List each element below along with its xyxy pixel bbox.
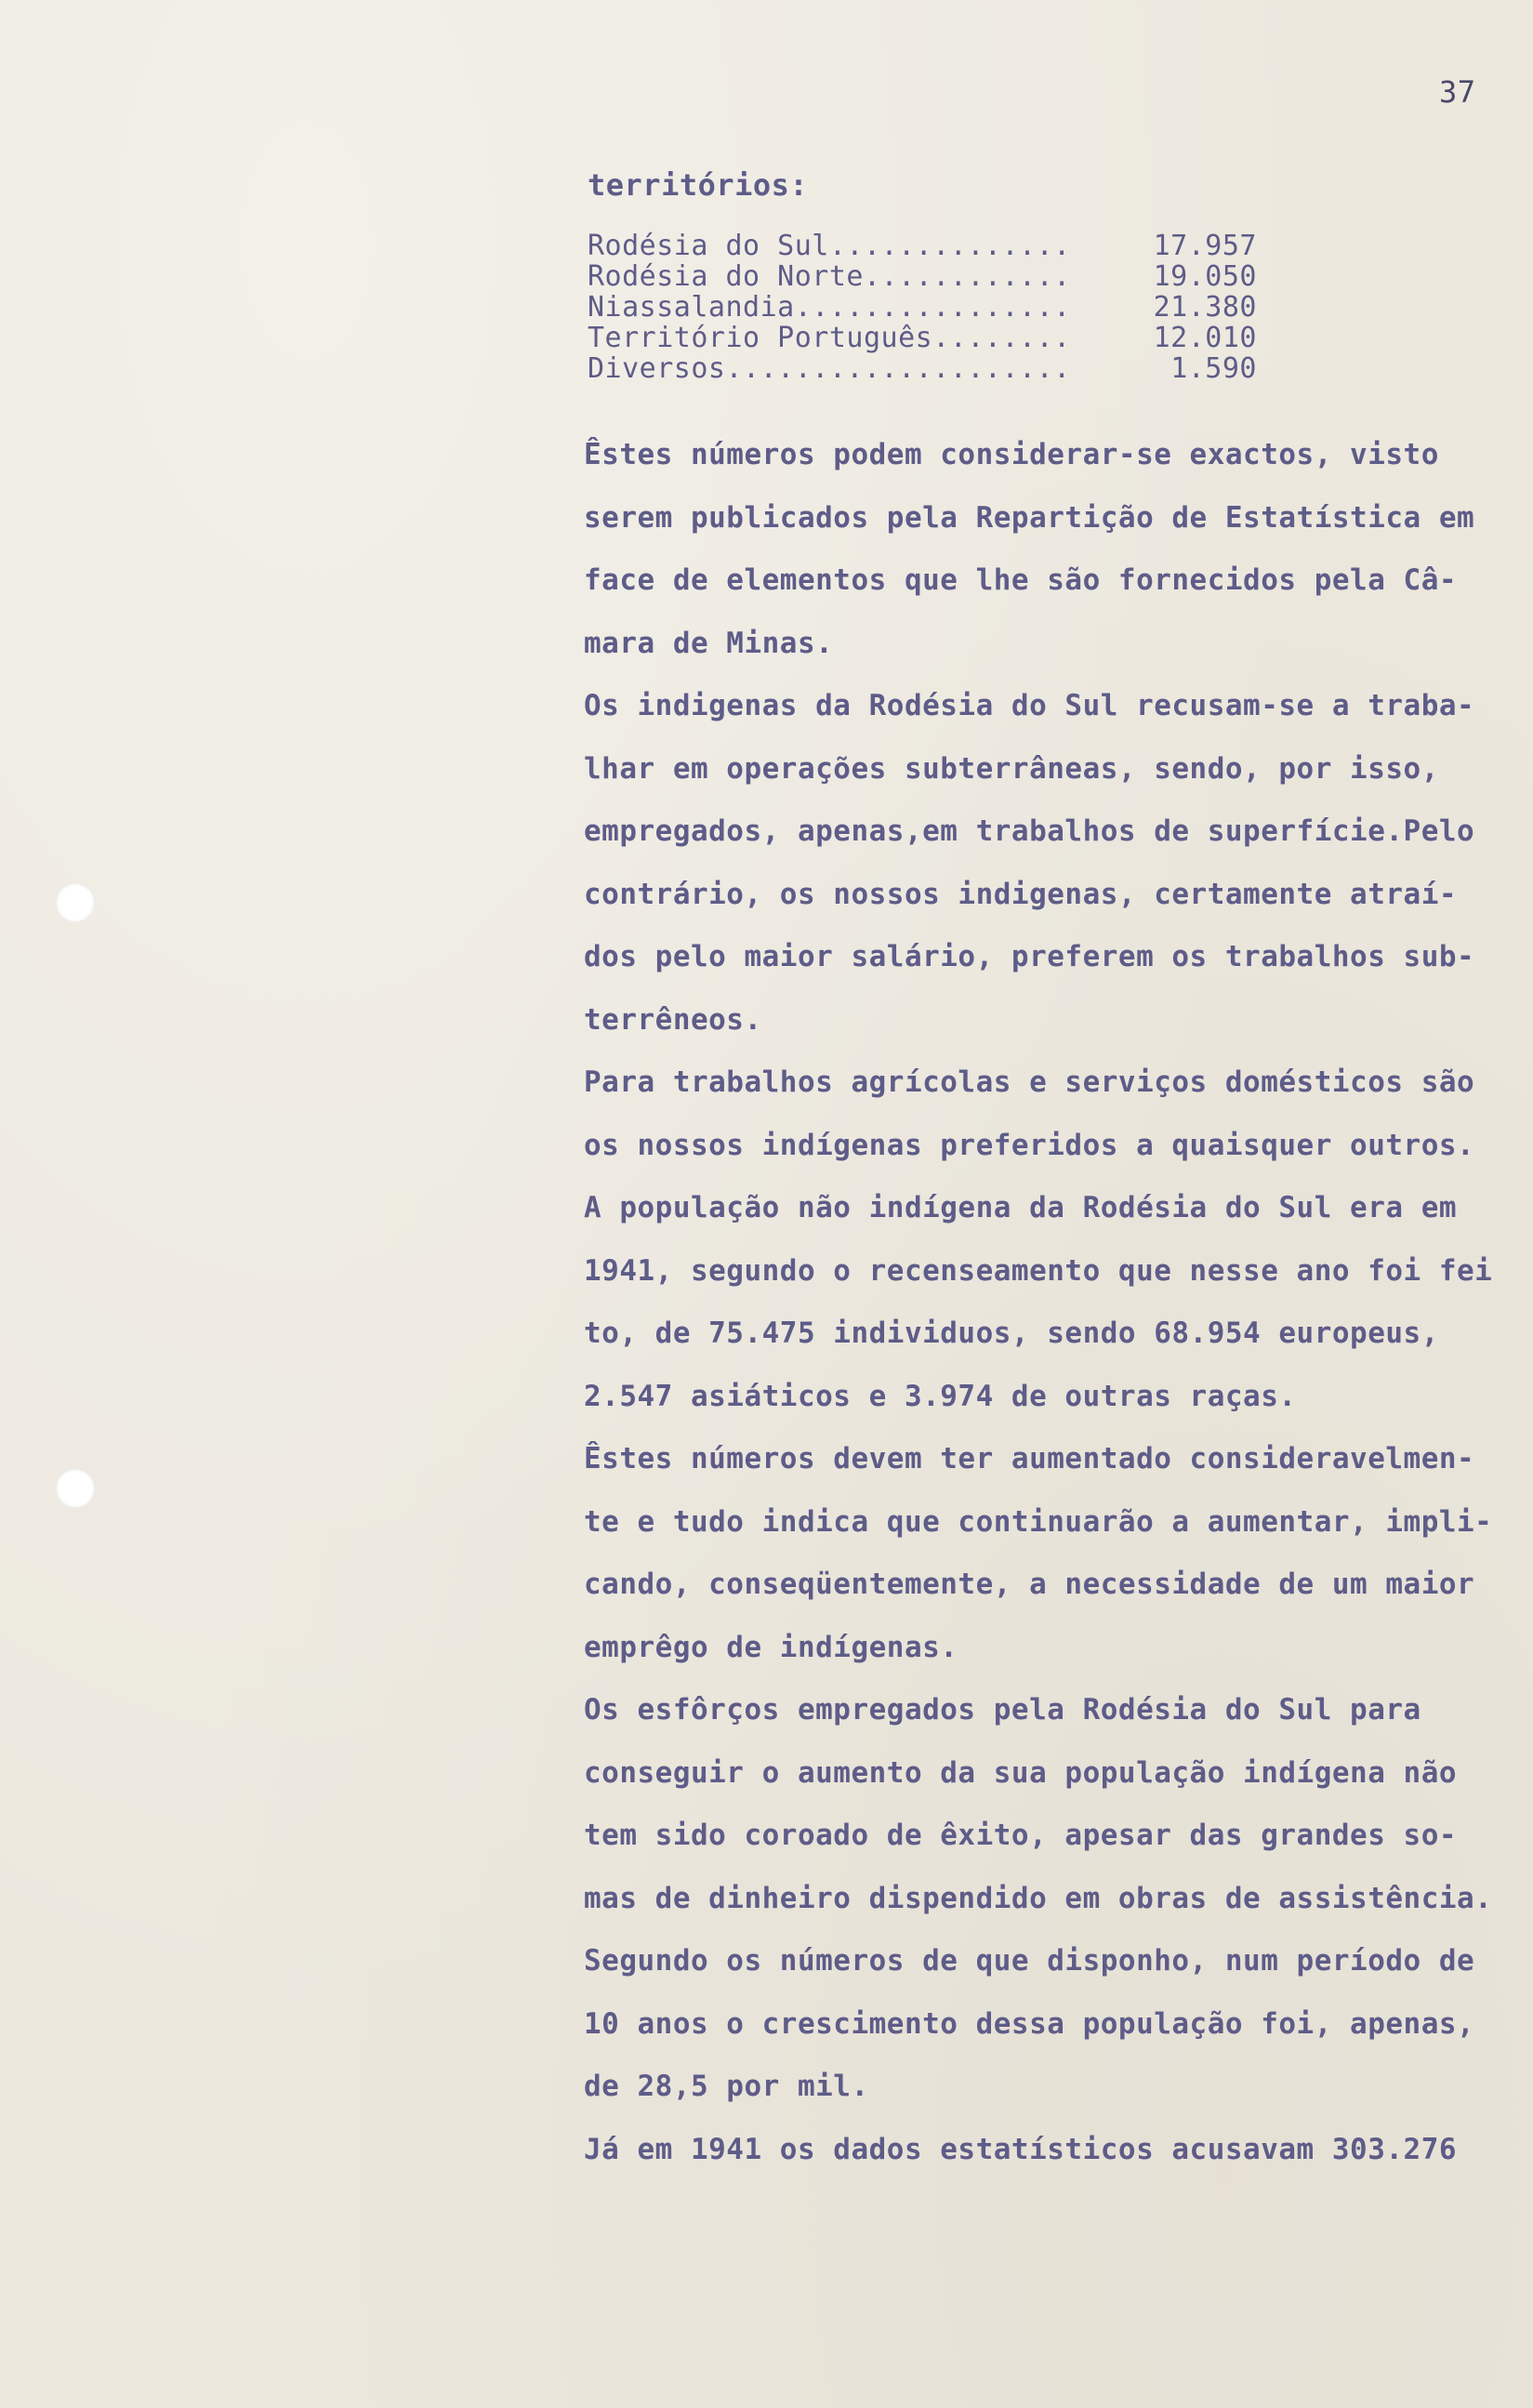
territory-value: 1.590 xyxy=(1170,352,1257,385)
text-line: empregados, apenas,em trabalhos de superfície.Pelo xyxy=(584,814,1475,848)
page-number: 37 xyxy=(1439,74,1476,110)
territory-name: Rodésia do Sul.............. xyxy=(588,230,1071,262)
text-line: A população não indígena da Rodésia do Sul era em xyxy=(584,1191,1458,1224)
text-line: serem publicados pela Repartição de Estatística em xyxy=(584,500,1475,535)
text-line: terrêneos. xyxy=(584,1002,762,1037)
text-line: de 28,5 por mil. xyxy=(584,2070,869,2103)
text-line: 2.547 asiáticos e 3.974 de outras raças. xyxy=(584,1379,1297,1413)
text-line: Êstes números podem considerar-se exactos, visto xyxy=(584,438,1439,471)
text-line: mara de Minas. xyxy=(584,626,834,660)
text-line: Os esfôrços empregados pela Rodésia do Sul para xyxy=(584,1693,1421,1727)
body-text xyxy=(584,424,1513,2181)
text-line: Para trabalhos agrícolas e serviços domésticos são xyxy=(584,1065,1475,1099)
text-line: os nossos indígenas preferidos a quaisquer outros. xyxy=(584,1128,1475,1162)
punch-hole xyxy=(56,883,95,922)
territory-name: Território Português........ xyxy=(588,322,1071,354)
text-line: contrário, os nossos indigenas, certamente atraí- xyxy=(584,877,1458,911)
territory-name: Rodésia do Norte............ xyxy=(588,260,1071,293)
text-line: lhar em operações subterrâneas, sendo, por isso, xyxy=(584,751,1439,786)
text-line: dos pelo maior salário, preferem os trabalhos sub- xyxy=(584,940,1475,973)
text-line: te e tudo indica que continuarão a aumentar, impli- xyxy=(584,1504,1493,1539)
text-line: Já em 1941 os dados estatísticos acusavam 303.276 xyxy=(584,2132,1458,2166)
territory-name: Diversos.................... xyxy=(588,352,1071,385)
text-line: to, de 75.475 individuos, sendo 68.954 europeus, xyxy=(584,1316,1439,1350)
territory-name: Niassalandia................ xyxy=(588,291,1071,324)
territorios-heading: territórios: xyxy=(588,167,809,203)
text-line: mas de dinheiro dispendido em obras de assistência. xyxy=(584,1881,1493,1915)
text-line: cando, conseqüentemente, a necessidade de um maior xyxy=(584,1568,1475,1601)
territory-value: 19.050 xyxy=(1153,260,1257,293)
territory-value: 21.380 xyxy=(1153,291,1257,324)
territory-value: 12.010 xyxy=(1153,322,1257,354)
text-line: conseguir o aumento da sua população indígena não xyxy=(584,1755,1458,1790)
territory-row xyxy=(588,353,1257,384)
territory-value: 17.957 xyxy=(1153,230,1257,262)
text-line: Os indigenas da Rodésia do Sul recusam-se a traba- xyxy=(584,689,1475,722)
territory-row xyxy=(588,292,1257,323)
text-line: Êstes números devem ter aumentado consideravelmen- xyxy=(584,1442,1475,1475)
text-line: 1941, segundo o recenseamento que nesse ano foi fei xyxy=(584,1253,1493,1288)
text-line: 10 anos o crescimento dessa população foi, apenas, xyxy=(584,2006,1475,2041)
territory-table xyxy=(588,231,1257,384)
text-line: Segundo os números de que disponho, num período de xyxy=(584,1944,1475,1978)
text-line: face de elementos que lhe são fornecidos pela Câ- xyxy=(584,563,1458,597)
territory-row xyxy=(588,231,1257,261)
territory-row xyxy=(588,323,1257,353)
punch-hole xyxy=(56,1469,95,1508)
text-line: emprêgo de indígenas. xyxy=(584,1630,958,1664)
territory-row xyxy=(588,261,1257,292)
text-line: tem sido coroado de êxito, apesar das grandes so- xyxy=(584,1819,1458,1852)
